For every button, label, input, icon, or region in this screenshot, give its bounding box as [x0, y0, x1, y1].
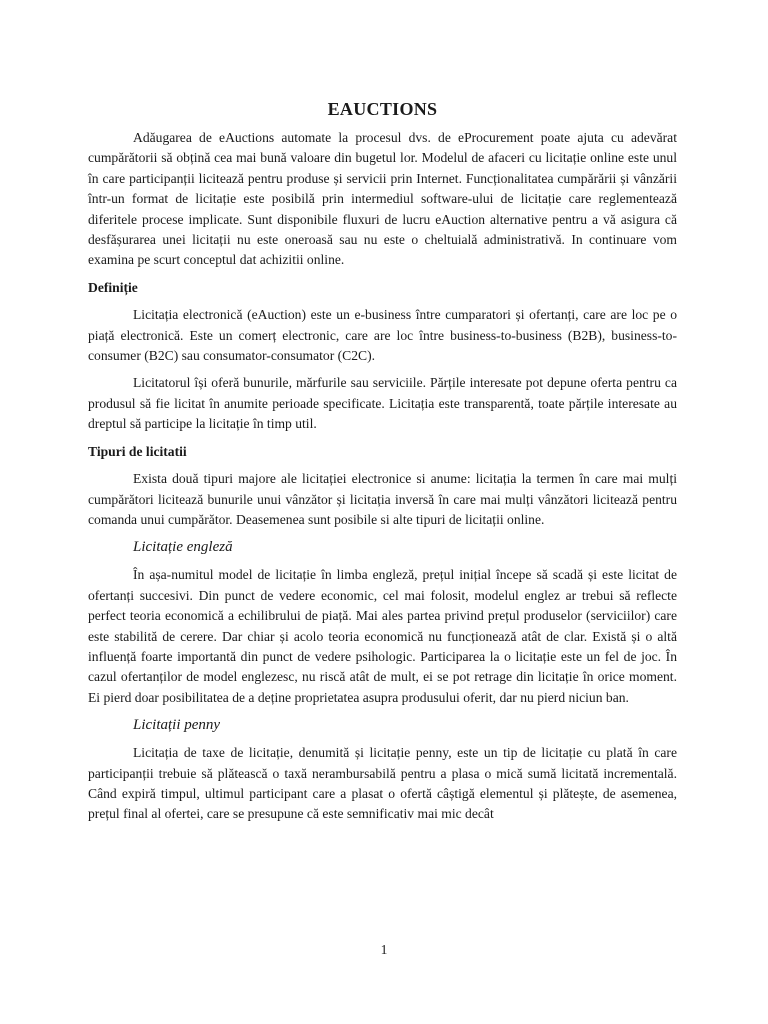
section-heading-definitie: Definiție	[88, 279, 138, 295]
intro-paragraph: Adăugarea de eAuctions automate la procesul dvs. de eProcurement poate ajuta cu adevărat cumpărătorii să obțină cea mai bună valoare din bugetul lor. Modelul de afaceri cu licitație online este unul în care participanții licitează pentru produse și servicii prin Internet. Funcționalitatea cumpărării și vânzării într-un format de licitație este posibilă prin intermediul software-ului de licitație care reglementează diferitele procese implicate. Sunt disponibile fluxuri de lucru eAuction alternative pentru a vă asigura că desfășurarea unei licitații nu este oneroasă sau nu este o cheltuială administrativă. In continuare vom examina pe scurt conceptul dat achizitii online.	[88, 130, 677, 268]
penny-paragraph-1: Licitația de taxe de licitație, denumită și licitație penny, este un tip de licitație cu plată în care participanții trebuie să plătească o taxă nerambursabilă pentru a plasa o mică sumă licitată incrementală. Când expiră timpul, ultimul participant care a plasat o ofertă câștigă elementul și plătește, de asemenea, prețul final al ofertei, care se presupune că este semnificativ mai mic decât	[88, 745, 677, 822]
subsection-heading-penny: Licitații penny	[133, 717, 221, 734]
subsection-heading-engleza: Licitație engleză	[133, 539, 233, 556]
section-heading-tipuri: Tipuri de licitatii	[88, 443, 187, 459]
page-number: 1	[380, 942, 388, 957]
engleza-paragraph-1: În așa-numitul model de licitație în limba engleză, prețul inițial începe să scadă și este licitat de ofertanți succesivi. Din punct de vedere economic, cel mai folosit, modelul englez ar trebui să reflecte perfect teoria economică a echilibrului de piață. Mai ales partea privind prețul produselor (serviciilor) care este stabilită de cerere. Dar chiar și acolo teoria economică nu funcționează atât de clar. Există și o altă influență foarte importantă din punct de vedere psihologic. Participarea la o licitație este un fel de joc. În cazul ofertanților de model englezesc, nu riscă atât de mult, ei se pot retrage din licitație în orice moment. Ei pierd doar posibilitatea de a deține proprietatea asupra produsului oferit, dar nu pierd niciun ban.	[88, 567, 677, 705]
definitie-paragraph-1: Licitația electronică (eAuction) este un e-business între cumparatori și ofertanți, care are loc pe o piață electronică. Este un comerț electronic, care are loc între business-to-business (B2B), business-to-consumer (B2C) sau consumator-consumator (C2C).	[88, 307, 677, 364]
tipuri-paragraph-1: Exista două tipuri majore ale licitației electronice si anume: licitația la termen în care mai mulți cumpărători licitează bunurile unui vânzător și licitația inversă în care mai mulți vânzători licitează pentru comanda unui cumpărător. Deasemenea sunt posibile si alte tipuri de licitații online.	[88, 471, 677, 527]
document-title: EAUCTIONS	[327, 99, 438, 119]
definitie-paragraph-2: Licitatorul își oferă bunurile, mărfurile sau serviciile. Părțile interesate pot depune oferta pentru ca produsul să fie licitat în anumite perioade specificate. Licitația este transparentă, toate părțile interesate au dreptul să participe la licitație în timp util.	[88, 375, 677, 432]
document-page	[88, 98, 677, 832]
